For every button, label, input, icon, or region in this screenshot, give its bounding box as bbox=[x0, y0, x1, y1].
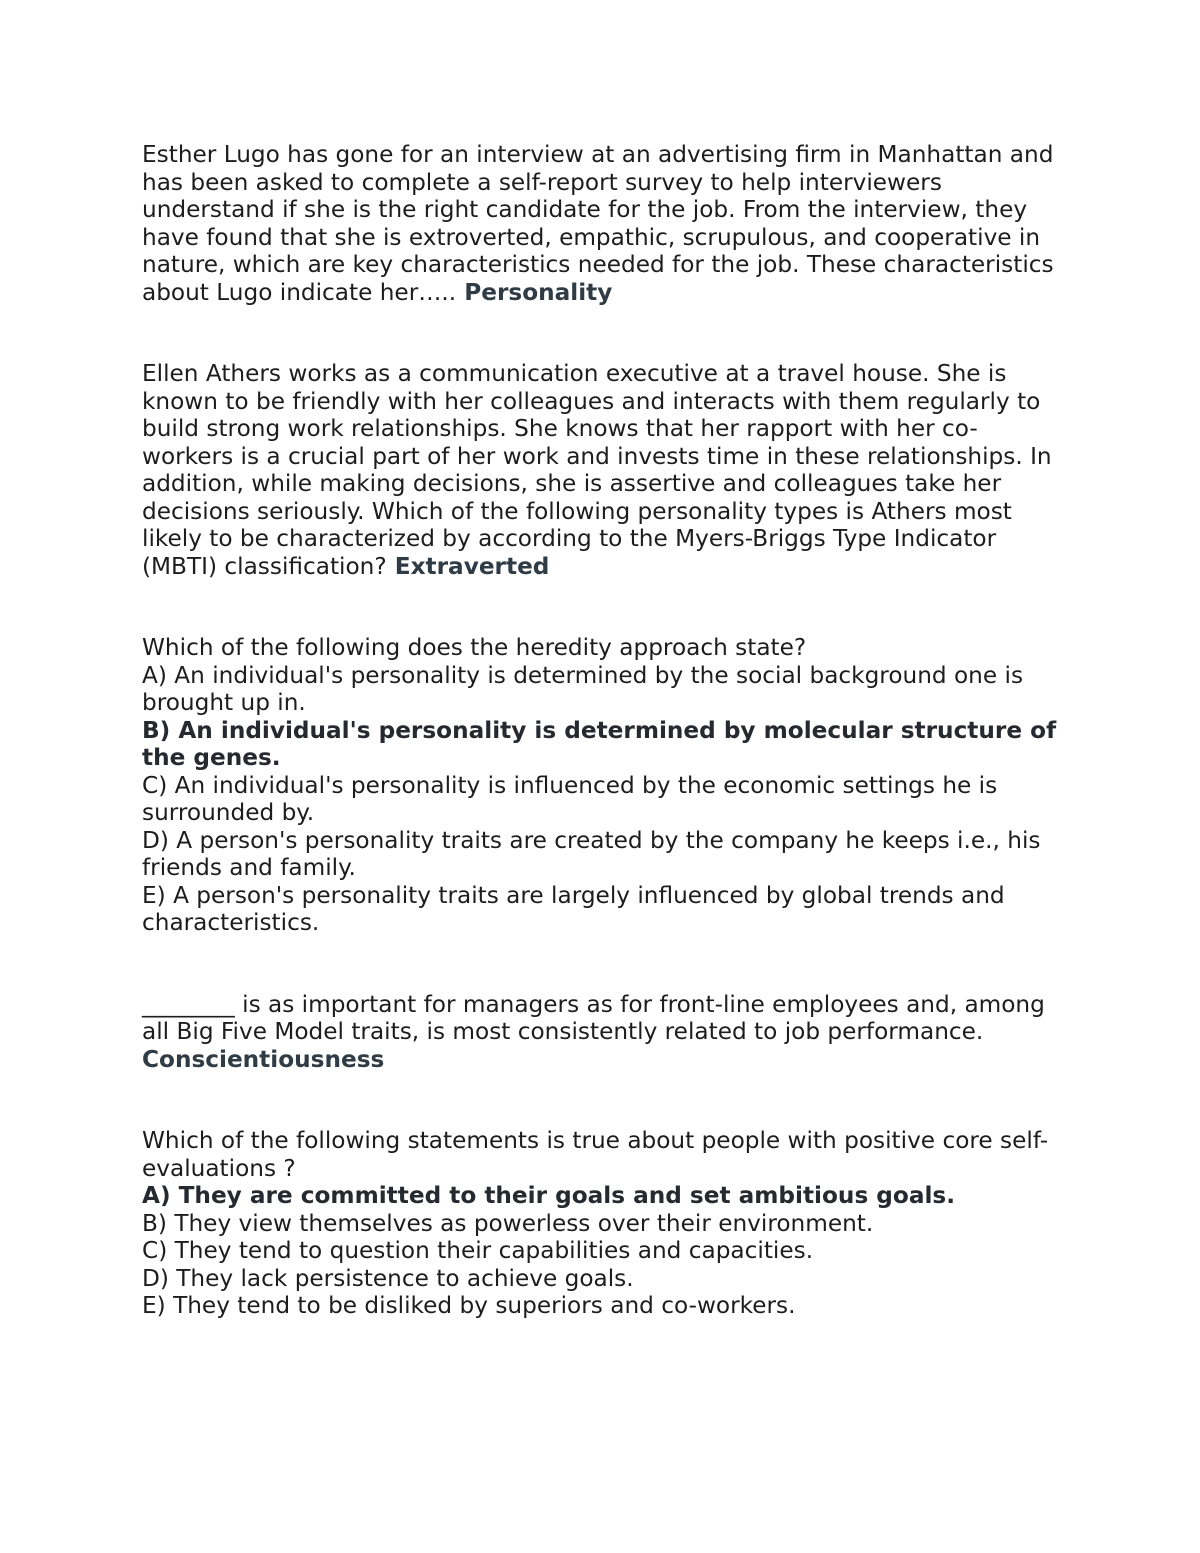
spacer bbox=[142, 1073, 1062, 1127]
question-3-option-c: C) An individual's personality is influenced by the economic settings he is surrounded by. bbox=[142, 771, 998, 826]
question-5-option-d: D) They lack persistence to achieve goals. bbox=[142, 1264, 634, 1292]
question-2-paragraph bbox=[142, 360, 1062, 580]
spacer bbox=[142, 937, 1062, 991]
spacer bbox=[142, 306, 1062, 360]
question-3-text: Which of the following does the heredity approach state? bbox=[142, 634, 807, 661]
question-4-text: ________ is as important for managers as for front-line employees and, among all Big Five Model traits, is most consistently related to job performance. bbox=[142, 990, 1045, 1045]
question-5 bbox=[142, 1127, 1062, 1320]
question-2-text: Ellen Athers works as a communication executive at a travel house. She is known to be friendly with her colleagues and interacts with them regularly to build strong work relationships. She knows that her rapport with her co-workers is a crucial part of her work and invests time in these relationships. In addition, while making decisions, she is assertive and colleagues take her decisions seriously. Which of the following personality types is Athers most likely to be characterized by according to the Myers-Briggs Type Indicator (MBTI) classification? bbox=[142, 360, 1052, 580]
spacer bbox=[142, 580, 1062, 634]
question-4 bbox=[142, 991, 1062, 1074]
question-5-text: Which of the following statements is true about people with positive core self-evaluations ? bbox=[142, 1127, 1049, 1182]
question-2-answer: Extraverted bbox=[386, 552, 550, 580]
question-3-option-d: D) A person's personality traits are created by the company he keeps i.e., his friends and family. bbox=[142, 826, 1041, 881]
question-5-option-b: B) They view themselves as powerless over their environment. bbox=[142, 1209, 874, 1237]
question-3-option-b-correct: B) An individual's personality is determined by molecular structure of the genes. bbox=[142, 716, 1057, 771]
question-5-option-c: C) They tend to question their capabilities and capacities. bbox=[142, 1237, 814, 1264]
question-3-option-e: E) A person's personality traits are largely influenced by global trends and characteristics. bbox=[142, 881, 1005, 936]
question-1-paragraph bbox=[142, 141, 1062, 306]
question-1 bbox=[142, 141, 1062, 306]
document-content bbox=[142, 141, 1062, 1320]
question-1-text: Esther Lugo has gone for an interview at an advertising firm in Manhattan and has been asked to complete a self-report survey to help interviewers understand if she is the right candidate for the job. From the interview, they have found that she is extroverted, empathic, scrupulous, and cooperative in nature, which are key characteristics needed for the job. These characteristics about Lugo indicate her….. bbox=[142, 141, 1054, 306]
question-3-option-a: A) An individual's personality is determined by the social background one is brought up in. bbox=[142, 661, 1024, 716]
question-1-answer: Personality bbox=[456, 278, 613, 306]
question-4-answer: Conscientiousness bbox=[142, 1045, 385, 1073]
question-3 bbox=[142, 634, 1062, 937]
question-2 bbox=[142, 360, 1062, 580]
question-5-option-a-correct: A) They are committed to their goals and set ambitious goals. bbox=[142, 1182, 956, 1209]
question-5-option-e: E) They tend to be disliked by superiors and co-workers. bbox=[142, 1292, 796, 1319]
